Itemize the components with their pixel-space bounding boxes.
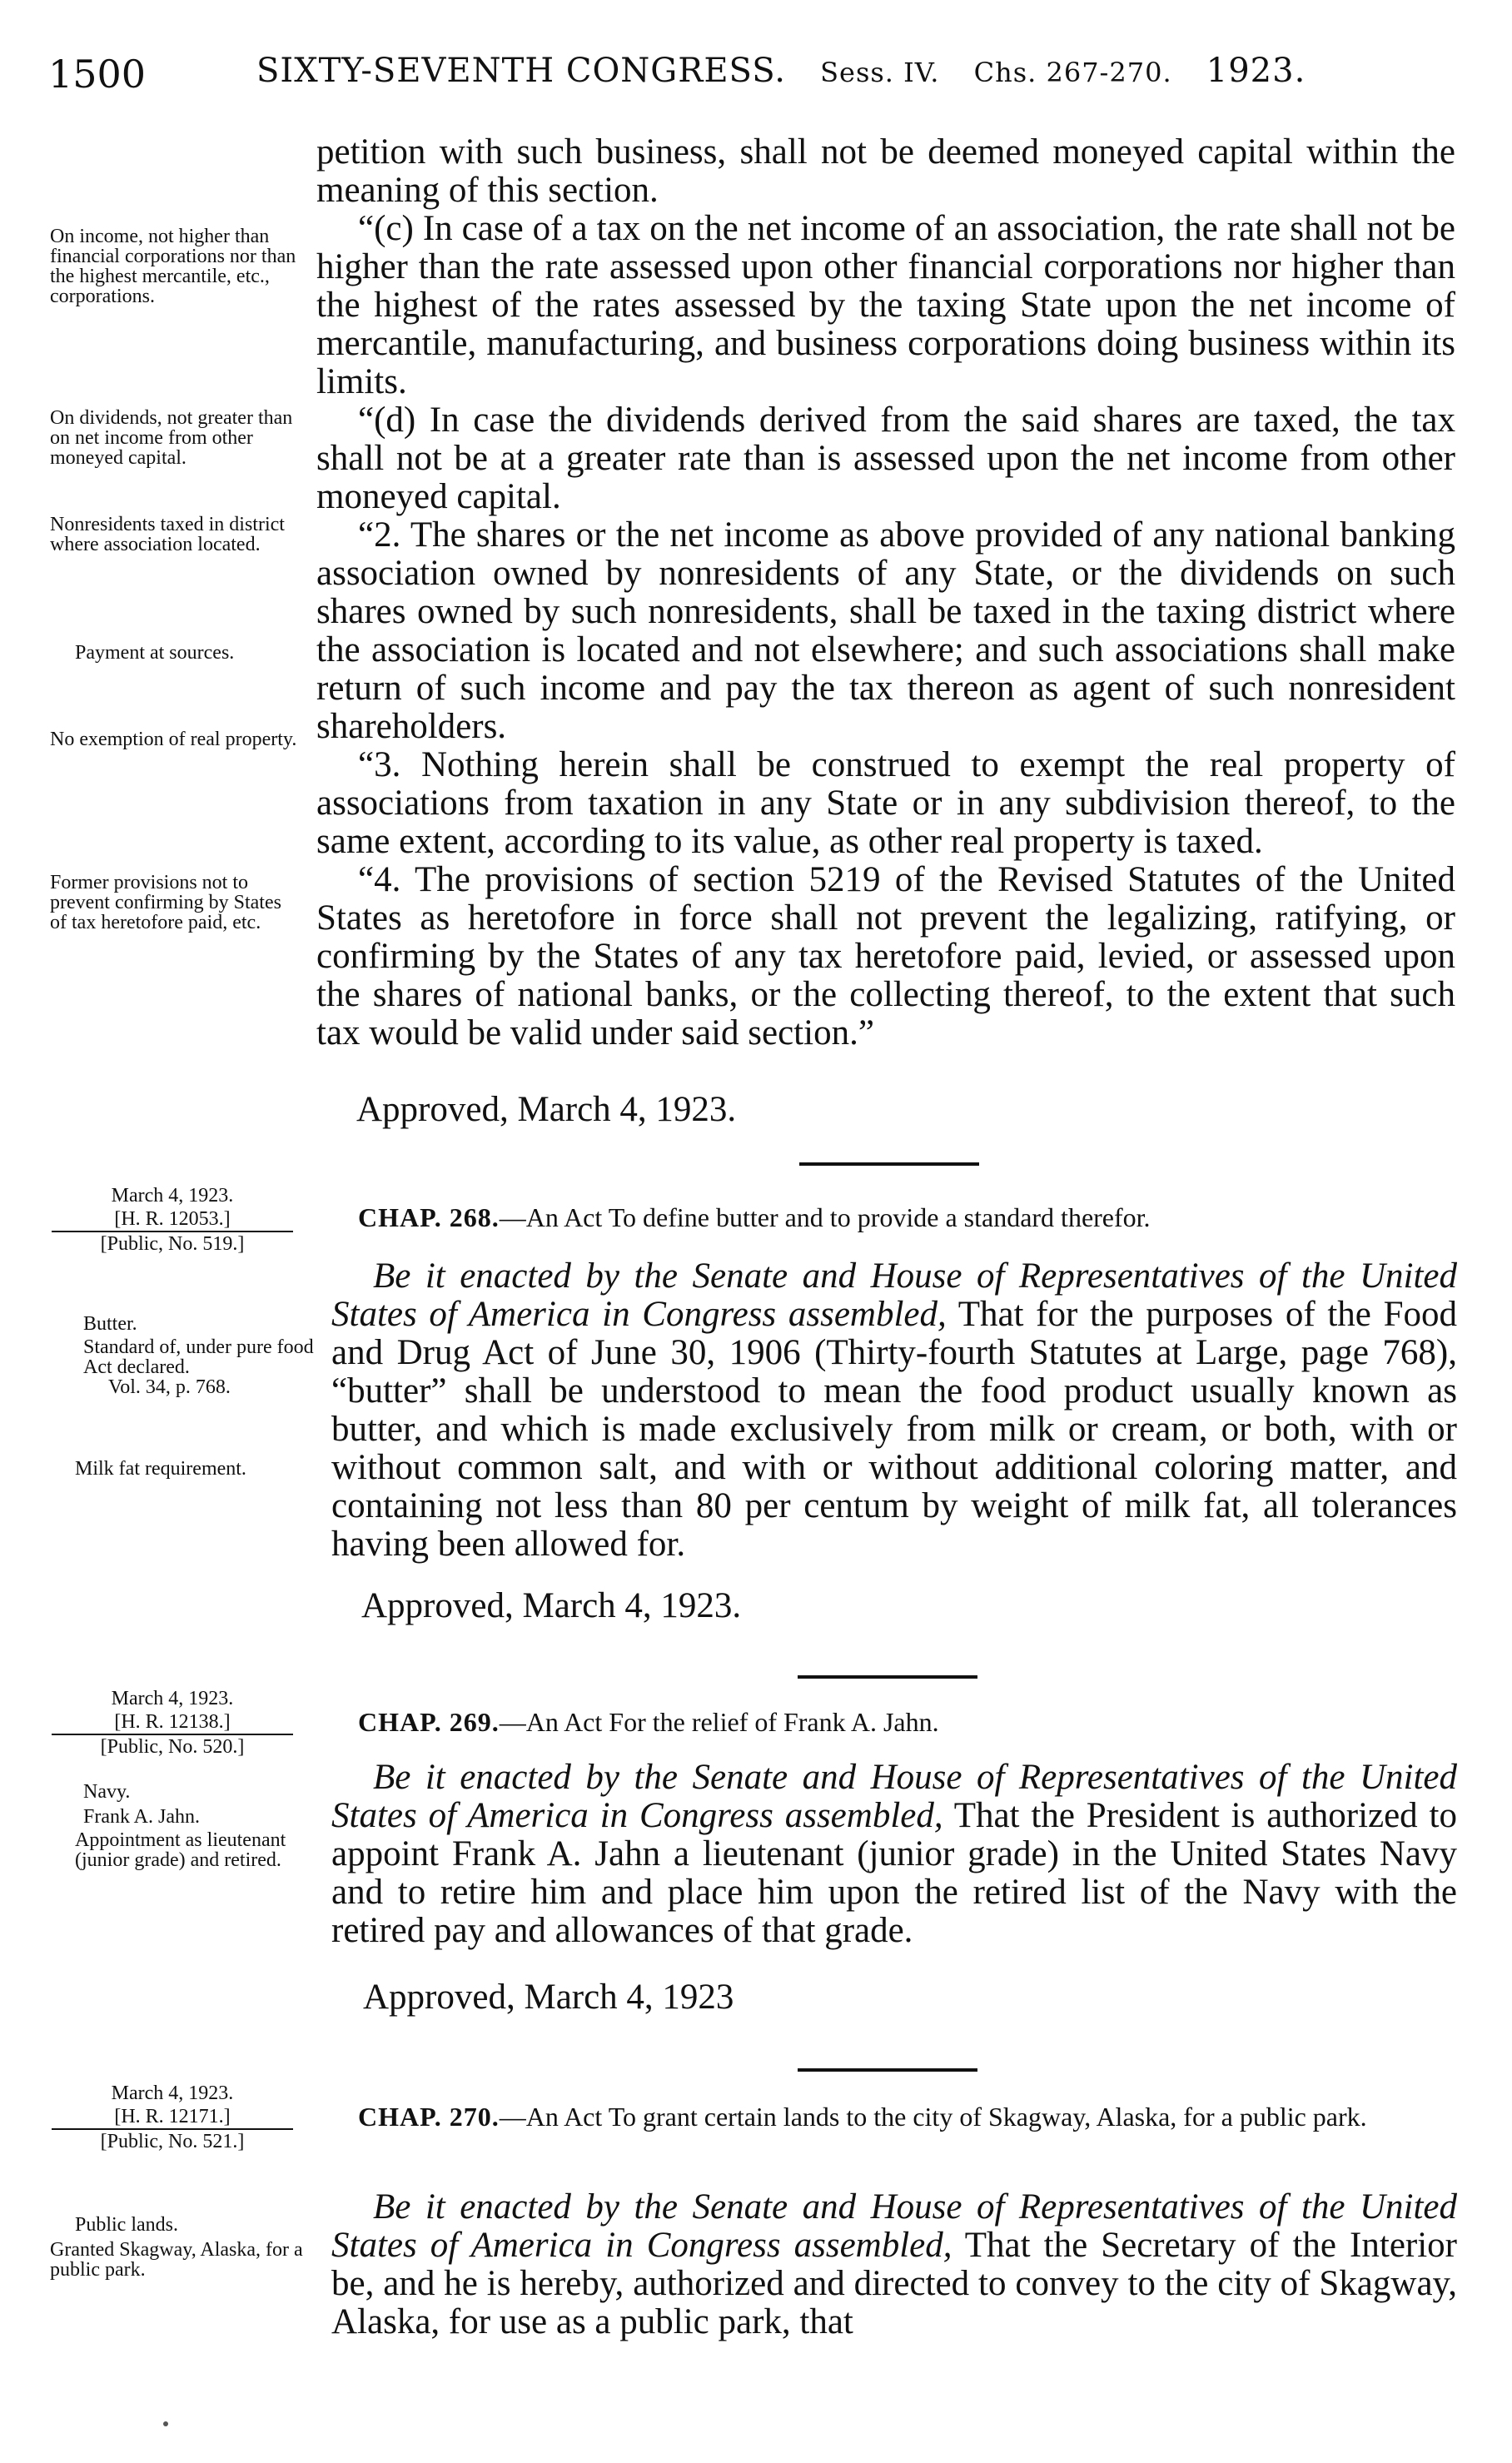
stray-mark xyxy=(163,2421,168,2426)
chap269-public-law: [Public, No. 520.] xyxy=(100,1736,245,1758)
running-header xyxy=(48,52,1464,110)
chap268-body xyxy=(331,1257,1457,1564)
chap269-margin-appointment: Appointment as lieutenant (junior grade) and retired. xyxy=(75,1829,286,1871)
chap269-date: March 4, 1923. xyxy=(111,1688,234,1709)
chap268-heading xyxy=(358,1199,1457,1236)
chap268-approved: Approved, March 4, 1923. xyxy=(361,1586,742,1625)
margin-note-nonresidents: Nonresidents taxed in district where association located. xyxy=(50,514,285,555)
chap270-text: That the Secretary of the Interior be, and he is hereby, authorized and directed to convey to the city of Skagway, Alaska, for use as a public park, that xyxy=(331,2226,1457,2341)
chap268-public-law: [Public, No. 519.] xyxy=(100,1233,245,1255)
page-number: 1500 xyxy=(48,52,147,97)
margin-note-payment: Payment at sources. xyxy=(75,642,235,664)
chap270-date: March 4, 1923. xyxy=(111,2082,234,2104)
paragraph-2: “2. The shares or the net income as above provided of any national banking association owned by nonresidents of any State, or the dividends on such shares owned by such nonresidents, shall be taxed in the taxing district where the association is located and not elsewhere; and such associations shall make return of such income and pay the tax thereon as agent of such nonresident shareholders. xyxy=(316,515,1455,746)
chap268-margin-volume: Vol. 34, p. 768. xyxy=(108,1376,231,1398)
chap270-bill: [H. R. 12171.] xyxy=(52,2105,293,2130)
chap269-number: CHAP. 269. xyxy=(358,1707,500,1737)
chap270-margin-granted: Granted Skagway, Alaska, for a public park. xyxy=(50,2239,303,2281)
chap270-title: —An Act To grant certain lands to the city of Skagway, Alaska, for a public park. xyxy=(499,2102,1367,2132)
chap268-date: March 4, 1923. xyxy=(111,1185,234,1207)
year-label: 1923. xyxy=(1206,52,1306,90)
chap270-number: CHAP. 270. xyxy=(358,2102,500,2132)
chap270-heading xyxy=(358,2098,1457,2135)
chap269-approved: Approved, March 4, 1923 xyxy=(363,1978,734,2017)
paragraph-c: “(c) In case of a tax on the net income of an association, the rate shall not be higher than the rate assessed upon other financial corporations nor higher than the highest of the rates assessed by the taxing State upon the net income of mercantile, manufacturing, and business corporations doing business within its limits. xyxy=(316,209,1455,401)
chap268-number: CHAP. 268. xyxy=(358,1202,500,1232)
session-label: Sess. IV. xyxy=(820,57,940,88)
continuation-text xyxy=(316,133,1455,1052)
chap270-margin-public-lands: Public lands. xyxy=(75,2214,178,2236)
chap268-margin-standard: Standard of, under pure food Act declared. xyxy=(83,1336,314,1378)
chap269-text: That the President is authorized to appoint Frank A. Jahn a lieutenant (junior grade) in the United States Navy and to retire him and place him upon the retired list of the Navy with the retired pay and allowances of that grade. xyxy=(331,1796,1457,1950)
chap269-reference xyxy=(52,1687,293,1759)
chap268-text: That for the purposes of the Food and Drug Act of June 30, 1906 (Thirty-fourth Statutes at Large, page 768), “butter” shall be understood to mean the food product usually known as butter, and which is made exclusively from milk or cream, or both, with or without common salt, and with or without additional coloring matter, and containing not less than 80 per centum by weight of milk fat, all tolerances having been allowed for. xyxy=(331,1295,1457,1564)
divider-rule xyxy=(798,1675,977,1679)
chap270-public-law: [Public, No. 521.] xyxy=(100,2131,245,2152)
chap269-body xyxy=(331,1759,1457,1950)
continuation-lines: petition with such business, shall not be deemed moneyed capital within the meaning of this section. xyxy=(316,132,1455,210)
margin-note-real-property: No exemption of real property. xyxy=(50,729,297,750)
paragraph-3: “3. Nothing herein shall be construed to exempt the real property of associations from taxation in any State or in any subdivision thereof, to the same extent, according to its value, as other real property is taxed. xyxy=(316,745,1455,861)
chap269-margin-navy: Navy. xyxy=(83,1781,131,1803)
chap269-title: —An Act For the relief of Frank A. Jahn. xyxy=(499,1707,939,1737)
chap268-title: —An Act To define butter and to provide a standard therefor. xyxy=(499,1202,1151,1232)
chap268-enacting-clause: Be it enacted by the Senate and House of Representatives of the United States of America in Congress assembled, xyxy=(331,1256,1457,1334)
chap268-margin-butter: Butter. xyxy=(83,1313,137,1335)
chapters-label: Chs. 267-270. xyxy=(973,57,1172,88)
chap268-reference xyxy=(52,1184,293,1256)
divider-rule xyxy=(799,1162,979,1166)
chap268-bill: [H. R. 12053.] xyxy=(52,1207,293,1232)
divider-rule xyxy=(798,2068,977,2072)
chap270-reference xyxy=(52,2082,293,2153)
chap268-margin-milkfat: Milk fat requirement. xyxy=(75,1458,246,1480)
chap269-enacting-clause: Be it enacted by the Senate and House of Representatives of the United States of America in Congress assembled, xyxy=(331,1758,1457,1835)
congress-title: SIXTY-SEVENTH CONGRESS. xyxy=(256,52,786,90)
paragraph-d: “(d) In case the dividends derived from the said shares are taxed, the tax shall not be at a greater rate than is assessed upon the net income from other moneyed capital. xyxy=(316,401,1455,516)
running-title xyxy=(256,52,1306,90)
chap269-bill: [H. R. 12138.] xyxy=(52,1710,293,1735)
approved-line: Approved, March 4, 1923. xyxy=(356,1090,737,1129)
chap270-body xyxy=(331,2188,1457,2341)
margin-note-former-provisions: Former provisions not to prevent confirming by States of tax heretofore paid, etc. xyxy=(50,872,281,933)
paragraph-4: “4. The provisions of section 5219 of the Revised Statutes of the United States as heretofore in force shall not prevent the legalizing, ratifying, or confirming by the States of any tax heretofore paid, levied, or assessed upon the shares of national banks, or the collecting thereof, to the extent that such tax would be valid under said section.” xyxy=(316,860,1455,1052)
margin-note-income: On income, not higher than financial corporations nor than the highest mercantile, etc., corporations. xyxy=(50,226,296,307)
chap269-margin-name: Frank A. Jahn. xyxy=(83,1806,200,1828)
margin-note-dividends: On dividends, not greater than on net income from other moneyed capital. xyxy=(50,407,293,469)
chap270-enacting-clause: Be it enacted by the Senate and House of Representatives of the United States of America in Congress assembled, xyxy=(331,2187,1457,2265)
chap269-heading xyxy=(358,1704,1457,1740)
